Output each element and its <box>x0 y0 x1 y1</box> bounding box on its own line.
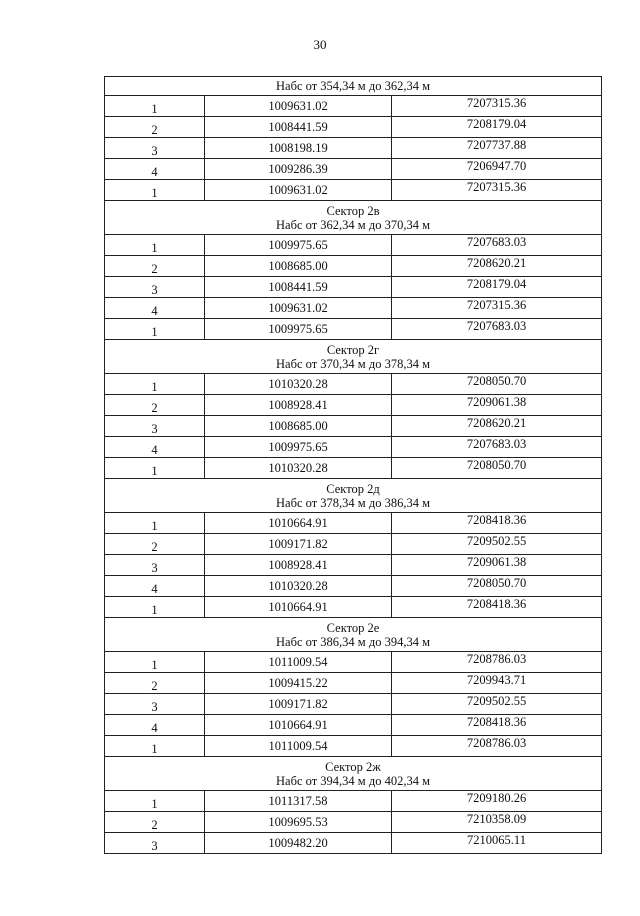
coordinate-x: 1011317.58 <box>205 791 392 812</box>
coordinate-y: 7208050.70 <box>392 374 602 395</box>
coordinate-y: 7208179.04 <box>392 277 602 298</box>
coordinate-y: 7207683.03 <box>392 437 602 458</box>
coordinates-table <box>104 76 602 854</box>
coordinate-x: 1009631.02 <box>205 298 392 319</box>
coordinate-x: 1008441.59 <box>205 277 392 298</box>
point-number: 1 <box>105 652 205 673</box>
point-number: 2 <box>105 534 205 555</box>
sector-range: Набс от 386,34 м до 394,34 м <box>276 634 430 649</box>
table-row <box>105 513 602 534</box>
coordinate-y: 7207315.36 <box>392 180 602 201</box>
point-number: 4 <box>105 576 205 597</box>
point-number: 4 <box>105 298 205 319</box>
coordinate-x: 1009482.20 <box>205 833 392 854</box>
coordinate-x: 1010320.28 <box>205 458 392 479</box>
table-row <box>105 555 602 576</box>
coordinate-x: 1009286.39 <box>205 159 392 180</box>
point-number: 1 <box>105 235 205 256</box>
table-row <box>105 416 602 437</box>
sector-range: Набс от 378,34 м до 386,34 м <box>276 495 430 510</box>
table-row <box>105 458 602 479</box>
table-row <box>105 159 602 180</box>
coordinate-x: 1008685.00 <box>205 256 392 277</box>
sector-header-row <box>105 757 602 791</box>
table-row <box>105 673 602 694</box>
point-number: 1 <box>105 791 205 812</box>
coordinate-y: 7208418.36 <box>392 513 602 534</box>
coordinate-x: 1008198.19 <box>205 138 392 159</box>
sector-header <box>105 201 602 235</box>
sector-range: Набс от 354,34 м до 362,34 м <box>276 79 430 93</box>
coordinate-x: 1009975.65 <box>205 235 392 256</box>
sector-title: Сектор 2ж <box>325 759 381 774</box>
coordinate-y: 7209943.71 <box>392 673 602 694</box>
point-number: 2 <box>105 673 205 694</box>
coordinate-y: 7208418.36 <box>392 715 602 736</box>
sector-header-row <box>105 340 602 374</box>
coordinate-y: 7209061.38 <box>392 555 602 576</box>
coordinate-x: 1009171.82 <box>205 694 392 715</box>
point-number: 2 <box>105 117 205 138</box>
coordinate-x: 1010664.91 <box>205 715 392 736</box>
sector-header <box>105 340 602 374</box>
coordinate-x: 1010320.28 <box>205 576 392 597</box>
table-row <box>105 715 602 736</box>
coordinate-y: 7209180.26 <box>392 791 602 812</box>
coordinate-x: 1008928.41 <box>205 555 392 576</box>
coordinate-x: 1010664.91 <box>205 513 392 534</box>
coordinate-y: 7208050.70 <box>392 458 602 479</box>
point-number: 3 <box>105 277 205 298</box>
point-number: 2 <box>105 812 205 833</box>
table-row <box>105 319 602 340</box>
table-row <box>105 235 602 256</box>
coordinate-y: 7207683.03 <box>392 319 602 340</box>
coordinate-y: 7209061.38 <box>392 395 602 416</box>
table-row <box>105 652 602 673</box>
coordinate-x: 1009415.22 <box>205 673 392 694</box>
coordinate-x: 1009975.65 <box>205 319 392 340</box>
coordinate-x: 1009695.53 <box>205 812 392 833</box>
table-row <box>105 256 602 277</box>
coordinates-table-body <box>105 77 602 854</box>
page-number: 30 <box>313 37 327 52</box>
coordinate-x: 1009975.65 <box>205 437 392 458</box>
sector-header <box>105 757 602 791</box>
table-row <box>105 298 602 319</box>
sector-range: Набс от 370,34 м до 378,34 м <box>276 356 430 371</box>
point-number: 1 <box>105 96 205 117</box>
sector-header-row <box>105 201 602 235</box>
sector-title: Сектор 2д <box>326 481 380 496</box>
sector-range: Набс от 362,34 м до 370,34 м <box>276 217 430 232</box>
table-row <box>105 597 602 618</box>
coordinate-y: 7208179.04 <box>392 117 602 138</box>
point-number: 4 <box>105 159 205 180</box>
coordinate-x: 1008928.41 <box>205 395 392 416</box>
point-number: 2 <box>105 256 205 277</box>
sector-header-row <box>105 479 602 513</box>
coordinate-y: 7208418.36 <box>392 597 602 618</box>
coordinate-y: 7208620.21 <box>392 256 602 277</box>
point-number: 4 <box>105 715 205 736</box>
table-row <box>105 117 602 138</box>
coordinate-y: 7208786.03 <box>392 652 602 673</box>
sector-range: Набс от 394,34 м до 402,34 м <box>276 773 430 788</box>
point-number: 3 <box>105 833 205 854</box>
point-number: 1 <box>105 513 205 534</box>
sector-title: Сектор 2г <box>326 342 380 357</box>
table-row <box>105 736 602 757</box>
coordinate-y: 7209502.55 <box>392 694 602 715</box>
coordinate-y: 7209502.55 <box>392 534 602 555</box>
coordinate-y: 7207737.88 <box>392 138 602 159</box>
point-number: 3 <box>105 138 205 159</box>
point-number: 3 <box>105 694 205 715</box>
table-row <box>105 395 602 416</box>
table-row <box>105 576 602 597</box>
coordinate-x: 1009631.02 <box>205 96 392 117</box>
sector-header-row <box>105 77 602 96</box>
coordinate-x: 1011009.54 <box>205 652 392 673</box>
coordinate-x: 1010320.28 <box>205 374 392 395</box>
coordinate-y: 7210358.09 <box>392 812 602 833</box>
coordinate-y: 7207315.36 <box>392 96 602 117</box>
point-number: 1 <box>105 736 205 757</box>
coordinate-x: 1010664.91 <box>205 597 392 618</box>
table-row <box>105 812 602 833</box>
table-row <box>105 534 602 555</box>
sector-title: Сектор 2в <box>326 203 380 218</box>
sector-title: Сектор 2е <box>326 620 380 635</box>
table-row <box>105 374 602 395</box>
sector-header <box>105 479 602 513</box>
table-row <box>105 96 602 117</box>
sector-header-row <box>105 618 602 652</box>
coordinate-x: 1008441.59 <box>205 117 392 138</box>
table-row <box>105 437 602 458</box>
coordinate-y: 7210065.11 <box>392 833 602 854</box>
coordinate-x: 1008685.00 <box>205 416 392 437</box>
sector-header <box>105 618 602 652</box>
table-row <box>105 180 602 201</box>
table-row <box>105 694 602 715</box>
point-number: 2 <box>105 395 205 416</box>
coordinate-y: 7207315.36 <box>392 298 602 319</box>
coordinate-x: 1009631.02 <box>205 180 392 201</box>
table-row <box>105 138 602 159</box>
coordinate-y: 7207683.03 <box>392 235 602 256</box>
point-number: 1 <box>105 319 205 340</box>
sector-header <box>105 77 602 96</box>
table-row <box>105 833 602 854</box>
point-number: 1 <box>105 458 205 479</box>
point-number: 3 <box>105 555 205 576</box>
coordinate-x: 1011009.54 <box>205 736 392 757</box>
table-row <box>105 791 602 812</box>
point-number: 4 <box>105 437 205 458</box>
point-number: 3 <box>105 416 205 437</box>
coordinate-y: 7208786.03 <box>392 736 602 757</box>
point-number: 1 <box>105 597 205 618</box>
coordinate-x: 1009171.82 <box>205 534 392 555</box>
coordinate-y: 7208050.70 <box>392 576 602 597</box>
point-number: 1 <box>105 374 205 395</box>
coordinate-y: 7208620.21 <box>392 416 602 437</box>
coordinate-y: 7206947.70 <box>392 159 602 180</box>
point-number: 1 <box>105 180 205 201</box>
table-row <box>105 277 602 298</box>
